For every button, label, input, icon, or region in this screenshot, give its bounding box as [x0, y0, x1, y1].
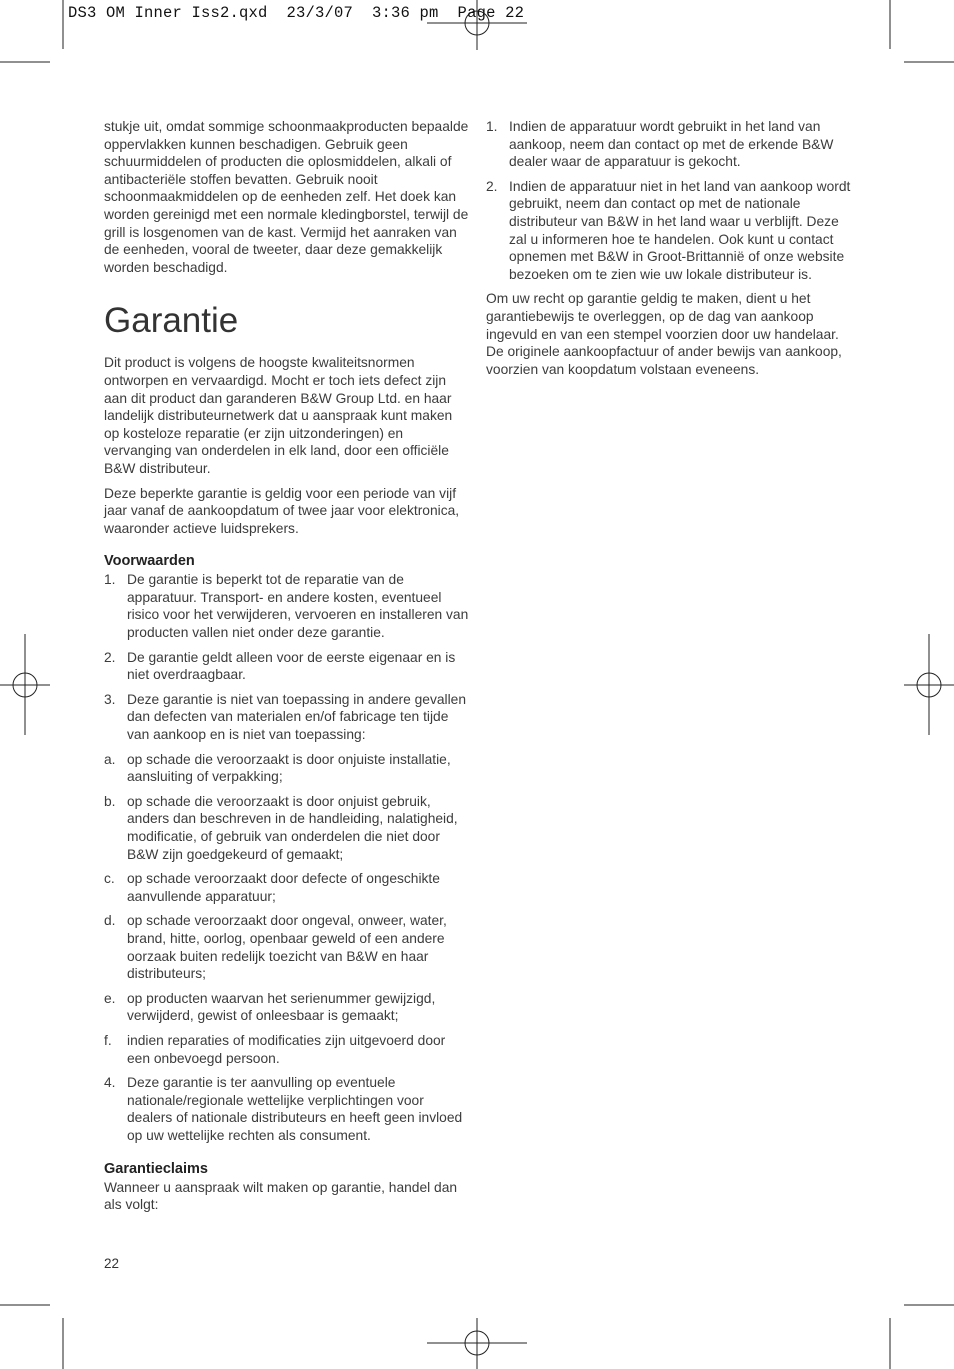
conditions-heading: Voorwaarden [104, 553, 195, 570]
list-item-text: indien reparaties of modificaties zijn uitgevoerd door een onbevoegd persoon. [127, 1032, 446, 1066]
list-item [104, 912, 470, 982]
file-slug-header: DS3 OM Inner Iss2.qxd 23/3/07 3:36 pm Page 22 [68, 4, 525, 22]
intro-paragraph: stukje uit, omdat sommige schoonmaakproducten bepaalde oppervlakken kunnen beschadigen. Gebruik geen schuurmiddelen of producten die oplosmiddelen, alkali of antibacteriële stoffen bevatten. Gebruik nooit schoonmaakmiddelen op de eenheden zelf. Het doek kan worden gereinigd met een normale kledingborstel, terwijl de grill is losgenomen van de kast. Vermijd het aanraken van de eenheden, vooral de tweeter, daar deze gemakkelijk worden beschadigd. [104, 119, 469, 275]
claims-list [486, 118, 852, 283]
claims-heading: Garantieclaims [104, 1160, 208, 1177]
list-item-text: op schade veroorzaakt door defecte of ongeschikte aanvullende apparatuur; [127, 871, 440, 904]
claims-intro: Wanneer u aanspraak wilt maken op garantie, handel dan als volgt: [104, 1179, 458, 1213]
list-item-text: op schade die veroorzaakt is door onjuiste installatie, aansluiting of verpakking; [127, 751, 451, 785]
list-item-text: op schade veroorzaakt door ongeval, onweer, water, brand, hitte, oorlog, openbaar geweld of een andere oorzaak buiten redelijk toezicht van B&W en haar distributeurs; [127, 913, 447, 982]
list-marker: 4. [104, 1075, 116, 1091]
list-item-text: Deze garantie is niet van toepassing in andere gevallen dan defecten van materialen en/of fabricage ten tijde van aankoop en is niet van toepassing: [127, 691, 467, 743]
list-item-text: Deze garantie is ter aanvulling op eventuele nationale/regionale wettelijke verplichtingen voor dealers of nationale distributeurs en heeft geen invloed op uw wettelijke rechten als consument. [127, 1075, 463, 1143]
list-marker: b. [104, 793, 116, 809]
list-item-text: Indien de apparatuur niet in het land van aankoop wordt gebruikt, neem dan contact op met de nationale distributeur van B&W in het land waar u verblijft. Deze zal u informeren hoe te handelen. Ook kunt u contact opnemen met B&W in Groot-Brittannië of onze website bezoeken om te zien wie uw lokale distributeur is. [509, 178, 851, 282]
left-column [104, 118, 470, 1221]
list-item [104, 990, 470, 1025]
list-item [104, 649, 470, 684]
list-item [104, 793, 470, 863]
page-number: 22 [104, 1256, 120, 1271]
list-item [104, 751, 470, 786]
page-title: Garantie [104, 301, 239, 341]
list-item [104, 1032, 470, 1067]
list-marker: f. [104, 1032, 112, 1048]
list-marker: 3. [104, 691, 116, 707]
list-item [104, 870, 470, 905]
closing-paragraph: Om uw recht op garantie geldig te maken, dient u het garantiebewijs te overleggen, op de dag van aankoop ingevuld en van een stempel voorzien door uw handelaar. De originele aankoopfactuur of ander bewijs van aankoop, voorzien van koopdatum volstaan eveneens. [486, 291, 842, 377]
list-item [486, 118, 852, 171]
list-marker: 2. [486, 178, 498, 194]
list-item [104, 571, 470, 641]
list-item-text: Indien de apparatuur wordt gebruikt in het land van aankoop, neem dan contact op met de erkende B&W dealer waar de apparatuur is gekocht. [509, 119, 834, 170]
list-item [104, 691, 470, 744]
list-marker: a. [104, 751, 116, 767]
list-item-text: op schade die veroorzaakt is door onjuist gebruik, anders dan beschreven in de handleiding, nalatigheid, modificatie, of gebruik van onderdelen die niet door B&W zijn goedgekeurd of gemaakt; [127, 793, 458, 862]
list-marker: d. [104, 913, 116, 929]
list-marker: 1. [104, 572, 116, 588]
warranty-paragraph-2: Deze beperkte garantie is geldig voor een periode van vijf jaar vanaf de aankoopdatum of twee jaar voor elektronica, waaronder actieve luidsprekers. [104, 485, 460, 536]
list-item-text: De garantie is beperkt tot de reparatie van de apparatuur. Transport- en andere kosten, eventueel risico voor het verwijderen, vervoeren en installeren van producten vallen niet onder deze garantie. [127, 572, 469, 641]
right-column [486, 118, 852, 385]
list-marker: 1. [486, 119, 498, 134]
conditions-list [104, 571, 470, 1144]
list-item-text: op producten waarvan het serienummer gewijzigd, verwijderd, gewist of onleesbaar is gemaakt; [127, 990, 436, 1024]
list-marker: c. [104, 871, 115, 887]
warranty-paragraph-1: Dit product is volgens de hoogste kwaliteitsnormen ontworpen en vervaardigd. Mocht er toch iets defect zijn aan dit product dan garanderen B&W Group Ltd. en haar landelijk distributeurnetwerk dat u aanspraak kunt maken op kosteloze reparatie (er zijn uitzonderingen) en vervanging van onderdelen in elk land, door een officiële B&W distributeur. [104, 355, 453, 476]
list-item [486, 178, 852, 284]
list-marker: 2. [104, 649, 116, 665]
list-marker: e. [104, 990, 116, 1006]
list-item-text: De garantie geldt alleen voor de eerste eigenaar en is niet overdraagbaar. [127, 649, 456, 683]
list-item [104, 1074, 470, 1144]
